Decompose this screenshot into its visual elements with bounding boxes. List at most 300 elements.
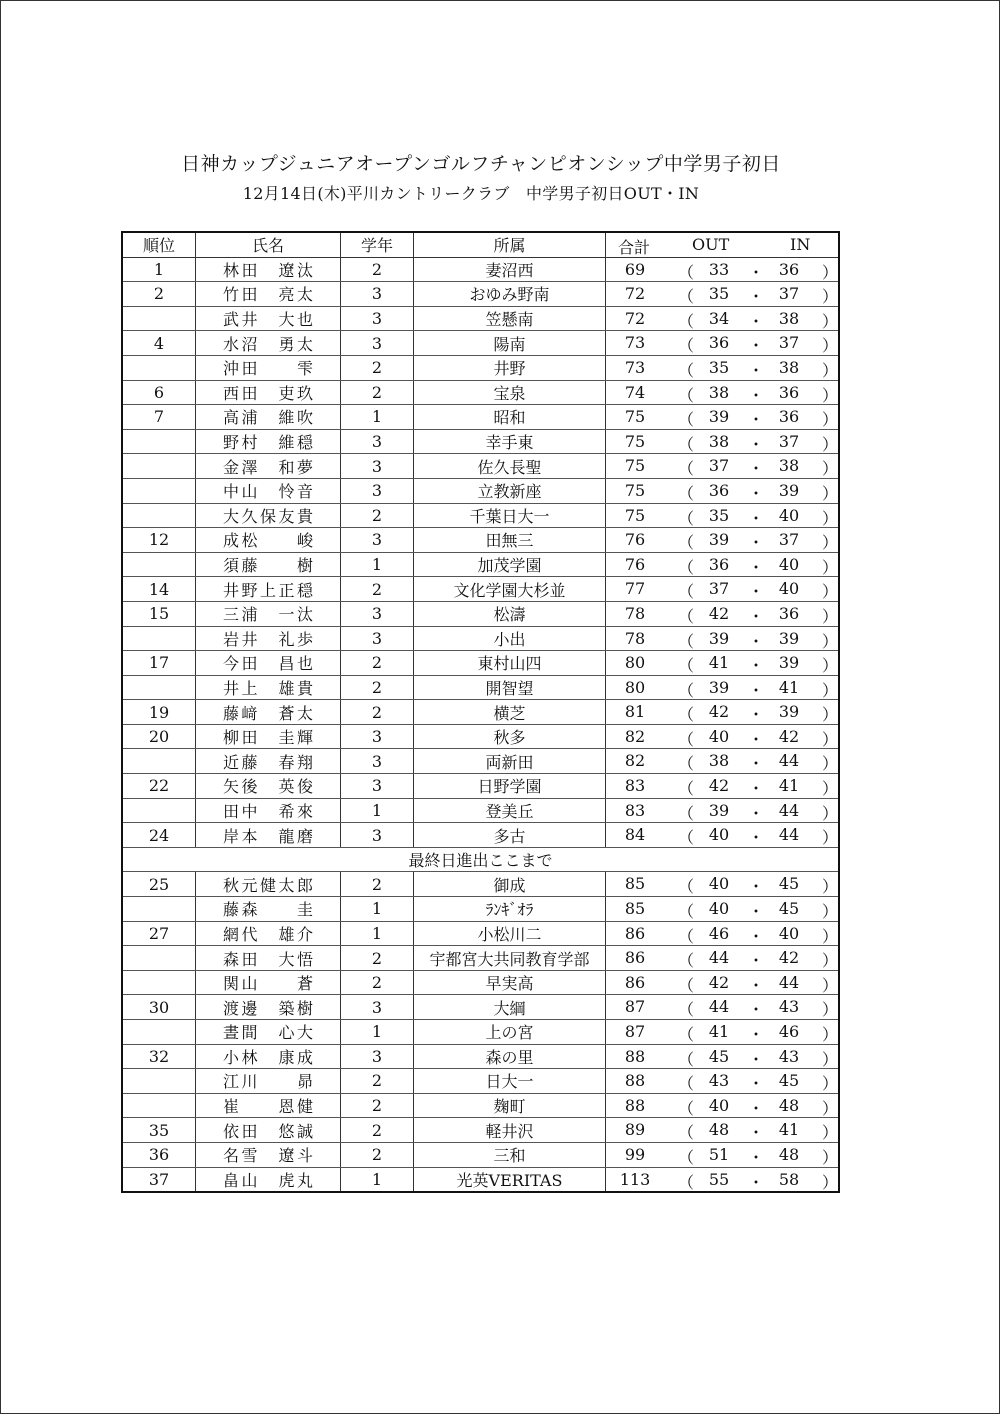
table-row (122, 282, 839, 307)
table-row (122, 1044, 839, 1069)
rank-cell: 17 (122, 651, 196, 676)
score-cell (606, 823, 840, 848)
close-paren: ） (822, 582, 839, 602)
out-score: 36 (708, 333, 730, 353)
total-score: 86 (624, 923, 646, 943)
name-cell (196, 306, 341, 331)
table-row (122, 331, 839, 356)
in-score: 44 (778, 825, 800, 845)
school-cell: 文化学園大杉並 (414, 577, 606, 602)
total-score: 75 (624, 407, 646, 427)
header-name: 氏名 (196, 232, 341, 257)
close-paren: ） (822, 533, 839, 553)
out-score: 40 (708, 726, 730, 746)
name-cell (196, 257, 341, 282)
school-cell: 上の宮 (414, 1020, 606, 1045)
name-cell (196, 1069, 341, 1094)
open-paren: （ (678, 1098, 695, 1118)
player-name: 金澤 和夢 (223, 457, 313, 477)
total-score: 76 (624, 530, 646, 550)
grade-cell: 3 (341, 282, 414, 307)
player-name: 矢後 英俊 (223, 777, 313, 797)
rank-cell: 37 (122, 1167, 196, 1192)
school-cell: 佐久長聖 (414, 454, 606, 479)
score-cell (606, 601, 840, 626)
total-score: 86 (624, 948, 646, 968)
total-score: 83 (624, 776, 646, 796)
grade-cell: 2 (341, 503, 414, 528)
score-cell (606, 454, 840, 479)
out-score: 41 (708, 1022, 730, 1041)
school-cell: 登美丘 (414, 798, 606, 823)
player-name: 中山 怜音 (223, 482, 313, 502)
table-row (122, 1020, 839, 1045)
grade-cell: 2 (341, 1142, 414, 1167)
in-score: 43 (778, 1046, 800, 1066)
in-score: 41 (778, 1120, 800, 1140)
player-name: 井野上正穏 (223, 580, 313, 600)
out-score: 42 (708, 776, 730, 796)
close-paren: ） (822, 410, 839, 430)
close-paren: ） (822, 262, 839, 282)
open-paren: （ (678, 902, 695, 922)
rank-cell (122, 798, 196, 823)
name-cell (196, 1142, 341, 1167)
player-name: 畠山 虎丸 (223, 1170, 313, 1190)
grade-cell: 3 (341, 1044, 414, 1069)
close-paren: ） (822, 1074, 839, 1094)
table-row (122, 995, 839, 1020)
separator-dot: ・ (748, 1147, 765, 1167)
school-cell: 陽南 (414, 331, 606, 356)
in-score: 40 (778, 505, 800, 525)
separator-dot: ・ (748, 754, 765, 774)
rank-cell: 25 (122, 872, 196, 897)
total-score: 88 (624, 1071, 646, 1091)
grade-cell: 2 (341, 257, 414, 282)
in-score: 36 (778, 407, 800, 427)
header-in: IN (790, 235, 811, 254)
in-score: 46 (778, 1022, 800, 1041)
open-paren: （ (678, 680, 695, 700)
grade-cell: 3 (341, 454, 414, 479)
player-name: 須藤 樹 (223, 556, 313, 576)
open-paren: （ (678, 434, 695, 454)
name-cell (196, 1020, 341, 1045)
table-row (122, 651, 839, 676)
close-paren: ） (822, 754, 839, 774)
close-paren: ） (822, 951, 839, 971)
in-score: 44 (778, 972, 800, 992)
total-score: 89 (624, 1120, 646, 1140)
total-score: 80 (624, 677, 646, 697)
score-cell (606, 995, 840, 1020)
out-score: 39 (708, 407, 730, 427)
out-score: 41 (708, 653, 730, 673)
player-name: 沖田 雫 (223, 359, 313, 379)
close-paren: ） (822, 287, 839, 307)
player-name: 大久保友貴 (223, 506, 313, 526)
open-paren: （ (678, 385, 695, 405)
rank-cell: 27 (122, 921, 196, 946)
open-paren: （ (678, 410, 695, 430)
grade-cell: 3 (341, 331, 414, 356)
school-cell: 日野学園 (414, 774, 606, 799)
table-row (122, 1167, 839, 1192)
score-cell (606, 700, 840, 725)
open-paren: （ (678, 508, 695, 528)
open-paren: （ (678, 459, 695, 479)
out-score: 42 (708, 603, 730, 623)
separator-dot: ・ (748, 877, 765, 897)
grade-cell: 3 (341, 823, 414, 848)
separator-dot: ・ (748, 582, 765, 602)
in-score: 36 (778, 259, 800, 279)
grade-cell: 1 (341, 897, 414, 922)
table-row (122, 478, 839, 503)
out-score: 36 (708, 554, 730, 574)
open-paren: （ (678, 360, 695, 380)
score-cell (606, 577, 840, 602)
header-total: 合計 (618, 238, 651, 257)
separator-dot: ・ (748, 1000, 765, 1020)
separator-dot: ・ (748, 705, 765, 725)
name-cell (196, 798, 341, 823)
out-score: 48 (708, 1120, 730, 1140)
score-cell (606, 872, 840, 897)
out-score: 35 (708, 357, 730, 377)
rank-cell (122, 454, 196, 479)
total-score: 75 (624, 431, 646, 451)
open-paren: （ (678, 557, 695, 577)
score-cell (606, 724, 840, 749)
total-score: 113 (619, 1169, 651, 1189)
open-paren: （ (678, 1147, 695, 1167)
close-paren: ） (822, 1049, 839, 1069)
score-cell (606, 798, 840, 823)
rank-cell: 32 (122, 1044, 196, 1069)
table-row (122, 552, 839, 577)
school-cell: 宝泉 (414, 380, 606, 405)
total-score: 85 (624, 874, 646, 894)
close-paren: ） (822, 631, 839, 651)
rank-cell: 30 (122, 995, 196, 1020)
rank-cell (122, 749, 196, 774)
total-score: 75 (624, 456, 646, 476)
table-row (122, 454, 839, 479)
grade-cell: 1 (341, 1167, 414, 1192)
school-cell: 秋多 (414, 724, 606, 749)
rank-cell (122, 626, 196, 651)
total-score: 74 (624, 382, 646, 402)
score-cell (606, 1069, 840, 1094)
grade-cell: 1 (341, 921, 414, 946)
name-cell (196, 970, 341, 995)
close-paren: ） (822, 877, 839, 897)
table-row (122, 921, 839, 946)
school-cell: 幸手東 (414, 429, 606, 454)
separator-dot: ・ (748, 1098, 765, 1118)
close-paren: ） (822, 779, 839, 799)
rank-cell (122, 1093, 196, 1118)
score-cell (606, 380, 840, 405)
close-paren: ） (822, 557, 839, 577)
results-table (121, 231, 840, 1193)
school-cell: 御成 (414, 872, 606, 897)
table-row (122, 1118, 839, 1143)
school-cell: 多古 (414, 823, 606, 848)
player-name: 小林 康成 (223, 1047, 313, 1067)
school-cell: 井野 (414, 355, 606, 380)
player-name: 藤﨑 蒼太 (223, 703, 313, 723)
separator-dot: ・ (748, 779, 765, 799)
separator-dot: ・ (748, 360, 765, 380)
open-paren: （ (678, 729, 695, 749)
score-cell (606, 1020, 840, 1045)
player-name: 水沼 勇太 (223, 334, 313, 354)
school-cell: 開智望 (414, 675, 606, 700)
separator-dot: ・ (748, 336, 765, 356)
table-row (122, 872, 839, 897)
school-cell: 東村山四 (414, 651, 606, 676)
table-row (122, 823, 839, 848)
total-score: 75 (624, 480, 646, 500)
player-name: 西田 吏玖 (223, 383, 313, 403)
open-paren: （ (678, 754, 695, 774)
name-cell (196, 897, 341, 922)
rank-cell (122, 970, 196, 995)
table-row (122, 405, 839, 430)
separator-dot: ・ (748, 410, 765, 430)
rank-cell (122, 1069, 196, 1094)
grade-cell: 3 (341, 995, 414, 1020)
close-paren: ） (822, 828, 839, 848)
total-score: 83 (624, 800, 646, 820)
table-row (122, 724, 839, 749)
school-cell: 松濤 (414, 601, 606, 626)
separator-dot: ・ (748, 508, 765, 528)
total-score: 99 (624, 1144, 646, 1164)
out-score: 39 (708, 677, 730, 697)
table-row (122, 577, 839, 602)
out-score: 44 (708, 997, 730, 1017)
close-paren: ） (822, 1147, 839, 1167)
player-name: 井上 雄貴 (223, 678, 313, 698)
rank-cell (122, 478, 196, 503)
table-row (122, 774, 839, 799)
total-score: 86 (624, 972, 646, 992)
close-paren: ） (822, 656, 839, 676)
in-score: 45 (778, 899, 800, 919)
in-score: 36 (778, 603, 800, 623)
name-cell (196, 282, 341, 307)
player-name: 三浦 一汰 (223, 605, 313, 625)
player-name: 依田 悠誠 (223, 1121, 313, 1141)
in-score: 40 (778, 579, 800, 599)
grade-cell: 3 (341, 774, 414, 799)
school-cell: 横芝 (414, 700, 606, 725)
document-title: 日神カップジュニアオープンゴルフチャンピオンシップ中学男子初日 (181, 153, 781, 175)
name-cell (196, 1167, 341, 1192)
out-score: 43 (708, 1071, 730, 1091)
name-cell (196, 478, 341, 503)
table-row (122, 306, 839, 331)
total-score: 72 (624, 284, 646, 304)
player-name: 江川 昴 (223, 1072, 313, 1092)
open-paren: （ (678, 582, 695, 602)
open-paren: （ (678, 606, 695, 626)
out-score: 40 (708, 825, 730, 845)
total-score: 75 (624, 505, 646, 525)
rank-cell: 7 (122, 405, 196, 430)
in-score: 39 (778, 628, 800, 648)
total-score: 84 (624, 825, 646, 845)
close-paren: ） (822, 1098, 839, 1118)
close-paren: ） (822, 1000, 839, 1020)
table-row (122, 970, 839, 995)
cutoff-label: 最終日進出ここまで (122, 847, 839, 872)
out-score: 51 (708, 1144, 730, 1164)
open-paren: （ (678, 705, 695, 725)
open-paren: （ (678, 336, 695, 356)
close-paren: ） (822, 459, 839, 479)
grade-cell: 2 (341, 380, 414, 405)
total-score: 85 (624, 899, 646, 919)
in-score: 39 (778, 702, 800, 722)
separator-dot: ・ (748, 828, 765, 848)
score-cell (606, 257, 840, 282)
school-cell: 大綱 (414, 995, 606, 1020)
name-cell (196, 380, 341, 405)
player-name: 渡邊 築樹 (223, 998, 313, 1018)
cutoff-row (122, 847, 839, 872)
total-score: 77 (624, 579, 646, 599)
open-paren: （ (678, 975, 695, 995)
out-score: 33 (708, 259, 730, 279)
table-row (122, 429, 839, 454)
table-row (122, 675, 839, 700)
close-paren: ） (822, 729, 839, 749)
open-paren: （ (678, 1074, 695, 1094)
out-score: 38 (708, 431, 730, 451)
table-header-row (122, 232, 839, 257)
separator-dot: ・ (748, 533, 765, 553)
in-score: 44 (778, 800, 800, 820)
in-score: 58 (778, 1169, 800, 1189)
open-paren: （ (678, 656, 695, 676)
grade-cell: 1 (341, 1020, 414, 1045)
in-score: 39 (778, 653, 800, 673)
in-score: 41 (778, 776, 800, 796)
rank-cell (122, 946, 196, 971)
table-row (122, 626, 839, 651)
name-cell (196, 724, 341, 749)
separator-dot: ・ (748, 557, 765, 577)
out-score: 42 (708, 702, 730, 722)
grade-cell: 2 (341, 872, 414, 897)
out-score: 37 (708, 579, 730, 599)
in-score: 41 (778, 677, 800, 697)
score-cell (606, 749, 840, 774)
score-cell (606, 774, 840, 799)
total-score: 82 (624, 751, 646, 771)
in-score: 43 (778, 997, 800, 1017)
rank-cell: 20 (122, 724, 196, 749)
school-cell: 軽井沢 (414, 1118, 606, 1143)
score-cell (606, 946, 840, 971)
separator-dot: ・ (748, 606, 765, 626)
rank-cell: 12 (122, 528, 196, 553)
player-name: 崔 恩健 (223, 1097, 313, 1117)
score-cell (606, 282, 840, 307)
name-cell (196, 528, 341, 553)
open-paren: （ (678, 803, 695, 823)
rank-cell: 14 (122, 577, 196, 602)
player-name: 名雪 遼斗 (223, 1146, 313, 1166)
in-score: 48 (778, 1144, 800, 1164)
player-name: 関山 蒼 (223, 974, 313, 994)
score-cell (606, 1118, 840, 1143)
table-row (122, 1142, 839, 1167)
table-row (122, 528, 839, 553)
score-cell (606, 1167, 840, 1192)
close-paren: ） (822, 483, 839, 503)
school-cell: 小松川二 (414, 921, 606, 946)
grade-cell: 3 (341, 724, 414, 749)
grade-cell: 2 (341, 700, 414, 725)
rank-cell (122, 429, 196, 454)
total-score: 87 (624, 1022, 646, 1041)
school-cell: 小出 (414, 626, 606, 651)
grade-cell: 3 (341, 528, 414, 553)
grade-cell: 2 (341, 355, 414, 380)
in-score: 38 (778, 308, 800, 328)
school-cell: おゆみ野南 (414, 282, 606, 307)
rank-cell: 24 (122, 823, 196, 848)
separator-dot: ・ (748, 1049, 765, 1069)
score-cell (606, 429, 840, 454)
open-paren: （ (678, 1123, 695, 1143)
separator-dot: ・ (748, 803, 765, 823)
name-cell (196, 995, 341, 1020)
open-paren: （ (678, 779, 695, 799)
close-paren: ） (822, 385, 839, 405)
table-row (122, 946, 839, 971)
table-row (122, 897, 839, 922)
out-score: 40 (708, 874, 730, 894)
score-cell (606, 970, 840, 995)
total-score: 73 (624, 357, 646, 377)
rank-cell: 6 (122, 380, 196, 405)
in-score: 37 (778, 333, 800, 353)
rank-cell: 19 (122, 700, 196, 725)
open-paren: （ (678, 1000, 695, 1020)
total-score: 88 (624, 1046, 646, 1066)
out-score: 35 (708, 284, 730, 304)
player-name: 網代 雄介 (223, 924, 313, 944)
total-score: 78 (624, 603, 646, 623)
rank-cell (122, 306, 196, 331)
open-paren: （ (678, 1025, 695, 1044)
name-cell (196, 823, 341, 848)
open-paren: （ (678, 1049, 695, 1069)
out-score: 45 (708, 1046, 730, 1066)
table-row (122, 1069, 839, 1094)
separator-dot: ・ (748, 729, 765, 749)
name-cell (196, 1118, 341, 1143)
grade-cell: 2 (341, 577, 414, 602)
score-cell (606, 675, 840, 700)
